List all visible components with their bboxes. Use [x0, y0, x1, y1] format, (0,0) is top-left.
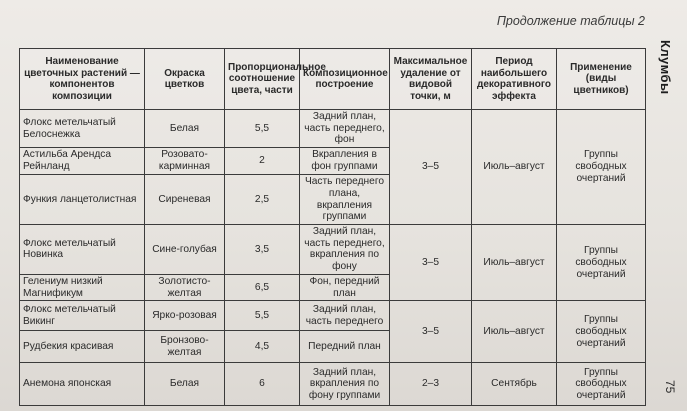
- composition: Вкрапления в фон группами: [300, 148, 390, 175]
- color-ratio: 6: [225, 363, 300, 406]
- decorative-period: Июль–август: [472, 301, 557, 363]
- color-ratio: 5,5: [225, 301, 300, 331]
- header-max-distance: Максимальное удаление от видовой точки, м: [390, 49, 472, 110]
- usage: Группы свободных очертаний: [557, 225, 646, 301]
- composition: Фон, передний план: [300, 274, 390, 300]
- header-decorative-period: Период наибольшего декоративного эффекта: [472, 49, 557, 110]
- header-usage: Применение (виды цветников): [557, 49, 646, 110]
- decorative-period: Июль–август: [472, 225, 557, 301]
- plant-name: Анемона японская: [20, 363, 145, 406]
- max-distance: 2–3: [390, 363, 472, 406]
- header-color-ratio: Пропорциональное соотношение цвета, части: [225, 49, 300, 110]
- plant-name: Астильба Арендса Рейнланд: [20, 148, 145, 175]
- decorative-period: Июль–август: [472, 110, 557, 225]
- plant-name: Флокс метельчатый Новинка: [20, 225, 145, 275]
- max-distance: 3–5: [390, 110, 472, 225]
- table-row: [20, 225, 646, 275]
- plants-table: [19, 48, 646, 406]
- usage: Группы свободных очертаний: [557, 363, 646, 406]
- max-distance: 3–5: [390, 225, 472, 301]
- plant-name: Рудбекия красивая: [20, 331, 145, 363]
- color-ratio: 2,5: [225, 175, 300, 225]
- plant-name: Флокс метельчатый Викинг: [20, 301, 145, 331]
- color-ratio: 5,5: [225, 110, 300, 148]
- flower-color: Сине-голубая: [145, 225, 225, 275]
- composition: Задний план, часть переднего, вкрапления по фону: [300, 225, 390, 275]
- page-number: 75: [663, 380, 677, 394]
- flower-color: Золотисто-желтая: [145, 274, 225, 300]
- header-flower-color: Окраска цветков: [145, 49, 225, 110]
- header-plant-name: Наименование цветочных растений — компонентов композиции: [20, 49, 145, 110]
- flower-color: Ярко-розовая: [145, 301, 225, 331]
- composition: Задний план, часть переднего: [300, 301, 390, 331]
- table-header-row: [20, 49, 646, 110]
- flower-color: Белая: [145, 110, 225, 148]
- section-side-title: Клумбы: [658, 40, 673, 95]
- composition: Передний план: [300, 331, 390, 363]
- flower-color: Сиреневая: [145, 175, 225, 225]
- header-composition: Композиционное построение: [300, 49, 390, 110]
- flower-color: Белая: [145, 363, 225, 406]
- flower-color: Бронзово-желтая: [145, 331, 225, 363]
- plant-name: Функия ланцетолистная: [20, 175, 145, 225]
- continuation-caption: Продолжение таблицы 2: [496, 14, 645, 28]
- color-ratio: 2: [225, 148, 300, 175]
- color-ratio: 3,5: [225, 225, 300, 275]
- composition: Часть переднего плана, вкрапления группами: [300, 175, 390, 225]
- table-row: [20, 363, 646, 406]
- table-row: [20, 301, 646, 331]
- usage: Группы свободных очертаний: [557, 110, 646, 225]
- composition: Задний план, часть переднего, фон: [300, 110, 390, 148]
- color-ratio: 6,5: [225, 274, 300, 300]
- flower-color: Розовато-карминная: [145, 148, 225, 175]
- table-row: [20, 110, 646, 148]
- plant-name: Флокс метельчатый Белоснежка: [20, 110, 145, 148]
- composition: Задний план, вкрапления по фону группами: [300, 363, 390, 406]
- plant-name: Гелениум низкий Магнификум: [20, 274, 145, 300]
- decorative-period: Сентябрь: [472, 363, 557, 406]
- color-ratio: 4,5: [225, 331, 300, 363]
- max-distance: 3–5: [390, 301, 472, 363]
- usage: Группы свободных очертаний: [557, 301, 646, 363]
